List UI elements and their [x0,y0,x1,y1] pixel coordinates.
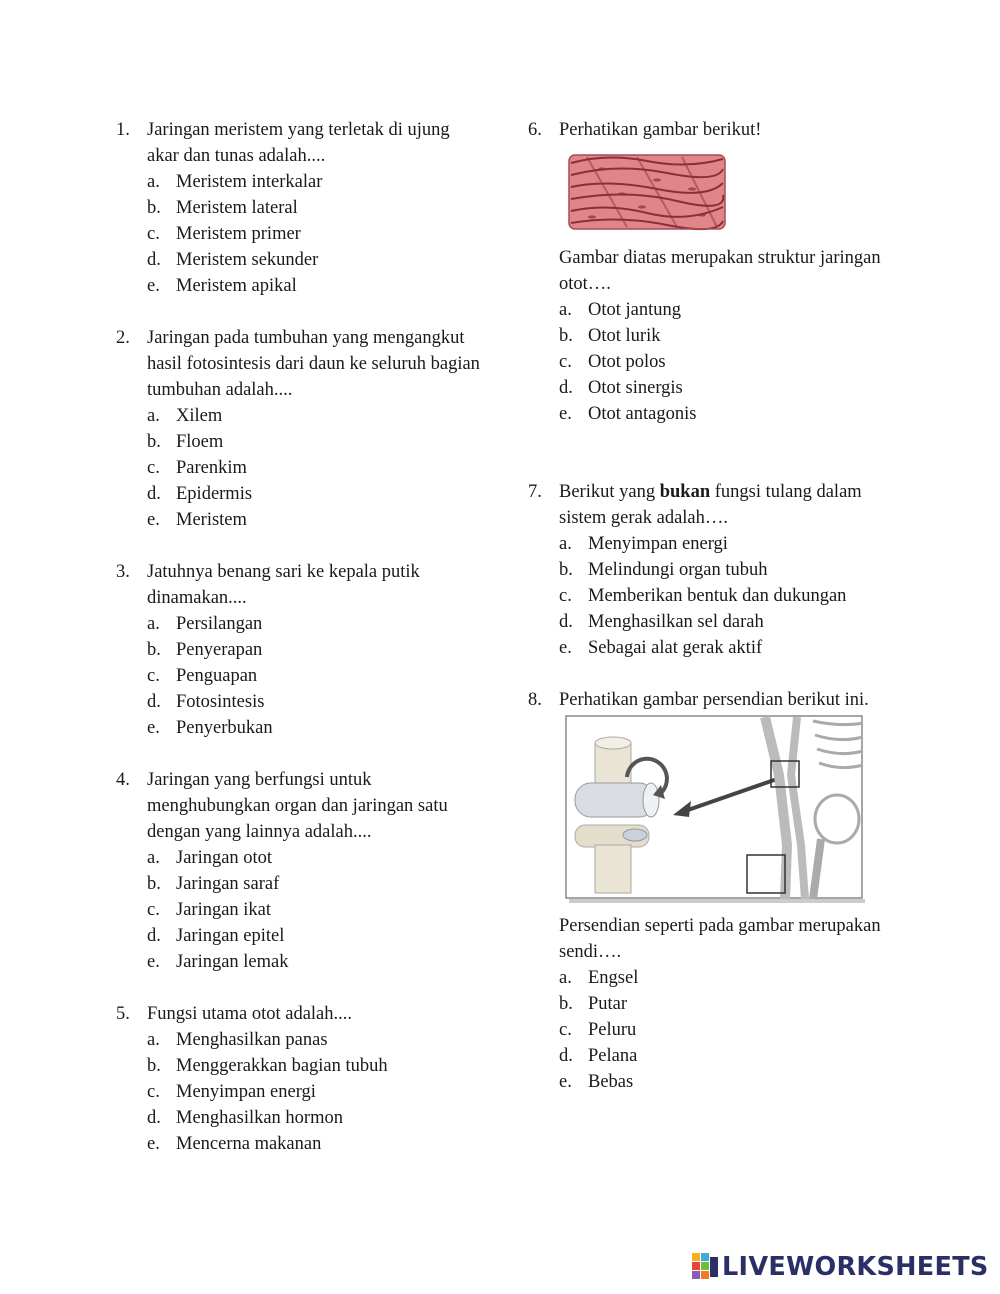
option-text: Persilangan [176,614,263,634]
option-letter: b. [147,432,161,452]
option-d[interactable] [147,481,486,507]
option-text: Penyerapan [176,640,263,660]
option-letter: d. [559,612,573,632]
question-stem: Jaringan pada tumbuhan yang mengangkut hasil fotosintesis dari daun ke seluruh bagian tumbuhan adalah.... [147,328,480,400]
option-text: Otot polos [588,352,666,372]
option-d[interactable] [559,1043,898,1069]
option-letter: a. [147,1030,160,1050]
option-b[interactable] [147,871,486,897]
option-letter: e. [147,952,160,972]
option-letter: b. [559,560,573,580]
option-letter: e. [559,638,572,658]
option-c[interactable] [559,1017,898,1043]
left-column [116,117,486,1157]
option-letter: a. [147,848,160,868]
option-text: Jaringan lemak [176,952,289,972]
option-letter: b. [147,640,161,660]
question-stem: Jatuhnya benang sari ke kepala putik dinamakan.... [147,562,420,608]
question-number: 4. [116,770,130,790]
option-text: Penguapan [176,666,258,686]
option-letter: c. [559,352,572,372]
option-letter: e. [147,1134,160,1154]
option-letter: c. [147,666,160,686]
option-text: Engsel [588,968,639,988]
question-1 [116,117,486,299]
option-text: Menggerakkan bagian tubuh [176,1056,388,1076]
option-letter: e. [559,1072,572,1092]
option-text: Floem [176,432,224,452]
option-e[interactable] [147,1131,486,1157]
question-caption: Gambar diatas merupakan struktur jaringan otot…. [559,248,881,294]
option-text: Bebas [588,1072,634,1092]
option-b[interactable] [559,557,898,583]
option-text: Epidermis [176,484,253,504]
question-stem: Perhatikan gambar berikut! [559,120,762,140]
option-text: Xilem [176,406,223,426]
option-b[interactable] [147,429,486,455]
question-4 [116,767,486,975]
option-letter: b. [147,198,161,218]
option-letter: b. [559,994,573,1014]
question-number: 6. [528,120,542,140]
option-text: Otot lurik [588,326,661,346]
option-letter: e. [147,510,160,530]
option-text: Meristem apikal [176,276,297,296]
option-text: Menyimpan energi [176,1082,316,1102]
question-8 [528,687,898,1095]
right-column [528,117,898,1095]
option-letter: d. [147,926,161,946]
question-stem: Perhatikan gambar persendian berikut ini. [559,690,869,710]
option-a[interactable] [147,1027,486,1053]
question-3 [116,559,486,741]
option-letter: d. [559,1046,573,1066]
option-letter: d. [147,1108,161,1128]
option-letter: c. [559,586,572,606]
option-letter: c. [147,900,160,920]
option-letter: a. [559,300,572,320]
option-letter: d. [147,484,161,504]
question-number: 5. [116,1004,130,1024]
option-letter: a. [147,406,160,426]
option-e[interactable] [147,507,486,533]
option-letter: d. [147,692,161,712]
option-text: Meristem sekunder [176,250,319,270]
option-d[interactable] [147,1105,486,1131]
option-d[interactable] [147,689,486,715]
option-text: Putar [588,994,628,1014]
question-number: 7. [528,482,542,502]
option-a[interactable] [559,531,898,557]
question-6 [528,117,898,427]
option-c[interactable] [147,455,486,481]
option-letter: b. [147,1056,161,1076]
option-letter: a. [559,534,572,554]
option-letter: c. [147,224,160,244]
logo-text: LIVEWORKSHEETS [722,1252,989,1282]
option-b[interactable] [147,195,486,221]
option-d[interactable] [559,375,898,401]
option-text: Menghasilkan sel darah [588,612,764,632]
emphasis-bukan: bukan [659,482,711,502]
option-letter: b. [147,874,161,894]
option-text: Otot jantung [588,300,682,320]
option-a[interactable] [559,965,898,991]
option-text: Jaringan saraf [176,874,280,894]
option-text: Mencerna makanan [176,1134,322,1154]
question-stem: Berikut yang bukan fungsi tulang dalam sistem gerak adalah…. [559,482,862,528]
question-number: 2. [116,328,130,348]
option-letter: a. [147,172,160,192]
question-2 [116,325,486,533]
option-c[interactable] [147,897,486,923]
option-letter: d. [147,250,161,270]
muscle-tissue-image [567,149,727,235]
question-stem: Jaringan meristem yang terletak di ujung akar dan tunas adalah.... [147,120,450,166]
option-text: Sebagai alat gerak aktif [588,638,763,658]
option-text: Penyerbukan [176,718,273,738]
option-letter: c. [559,1020,572,1040]
option-text: Jaringan epitel [176,926,285,946]
question-stem: Fungsi utama otot adalah.... [147,1004,353,1024]
option-a[interactable] [147,611,486,637]
option-letter: a. [559,968,572,988]
option-a[interactable] [147,403,486,429]
option-letter: a. [147,614,160,634]
option-text: Menghasilkan hormon [176,1108,343,1128]
question-5 [116,1001,486,1157]
option-text: Menyimpan energi [588,534,728,554]
option-c[interactable] [147,1079,486,1105]
option-text: Meristem primer [176,224,301,244]
option-b[interactable] [147,637,486,663]
option-text: Memberikan bentuk dan dukungan [588,586,847,606]
option-c[interactable] [147,663,486,689]
option-e[interactable] [147,715,486,741]
option-e[interactable] [559,1069,898,1095]
option-letter: e. [147,276,160,296]
option-text: Peluru [588,1020,637,1040]
question-7 [528,479,898,661]
option-text: Meristem lateral [176,198,298,218]
option-text: Melindungi organ tubuh [588,560,768,580]
option-letter: d. [559,378,573,398]
option-e[interactable] [147,949,486,975]
option-b[interactable] [559,323,898,349]
option-text: Jaringan ikat [176,900,272,920]
option-text: Meristem [176,510,247,530]
liveworksheets-logo[interactable] [692,1252,989,1282]
option-text: Otot antagonis [588,404,697,424]
option-text: Meristem interkalar [176,172,323,192]
option-letter: c. [147,1082,160,1102]
question-number: 8. [528,690,542,710]
question-number: 1. [116,120,130,140]
option-text: Parenkim [176,458,247,478]
option-text: Jaringan otot [176,848,273,868]
option-e[interactable] [559,635,898,661]
option-letter: e. [147,718,160,738]
option-letter: e. [559,404,572,424]
question-stem: Jaringan yang berfungsi untuk menghubungkan organ dan jaringan satu dengan yang lainnya adalah.... [147,770,448,842]
option-text: Pelana [588,1046,638,1066]
option-b[interactable] [147,1053,486,1079]
option-e[interactable] [559,401,898,427]
question-caption: Persendian seperti pada gambar merupakan sendi…. [559,916,881,962]
option-d[interactable] [147,923,486,949]
liveworksheets-mark-icon [692,1253,718,1281]
option-text: Menghasilkan panas [176,1030,328,1050]
option-text: Fotosintesis [176,692,265,712]
option-d[interactable] [559,609,898,635]
option-c[interactable] [559,349,898,375]
option-b[interactable] [559,991,898,1017]
option-c[interactable] [559,583,898,609]
joint-diagram-image [565,715,865,903]
option-e[interactable] [147,273,486,299]
option-a[interactable] [559,297,898,323]
option-d[interactable] [147,247,486,273]
option-text: Otot sinergis [588,378,683,398]
option-a[interactable] [147,845,486,871]
option-a[interactable] [147,169,486,195]
option-letter: c. [147,458,160,478]
option-letter: b. [559,326,573,346]
option-c[interactable] [147,221,486,247]
question-number: 3. [116,562,130,582]
